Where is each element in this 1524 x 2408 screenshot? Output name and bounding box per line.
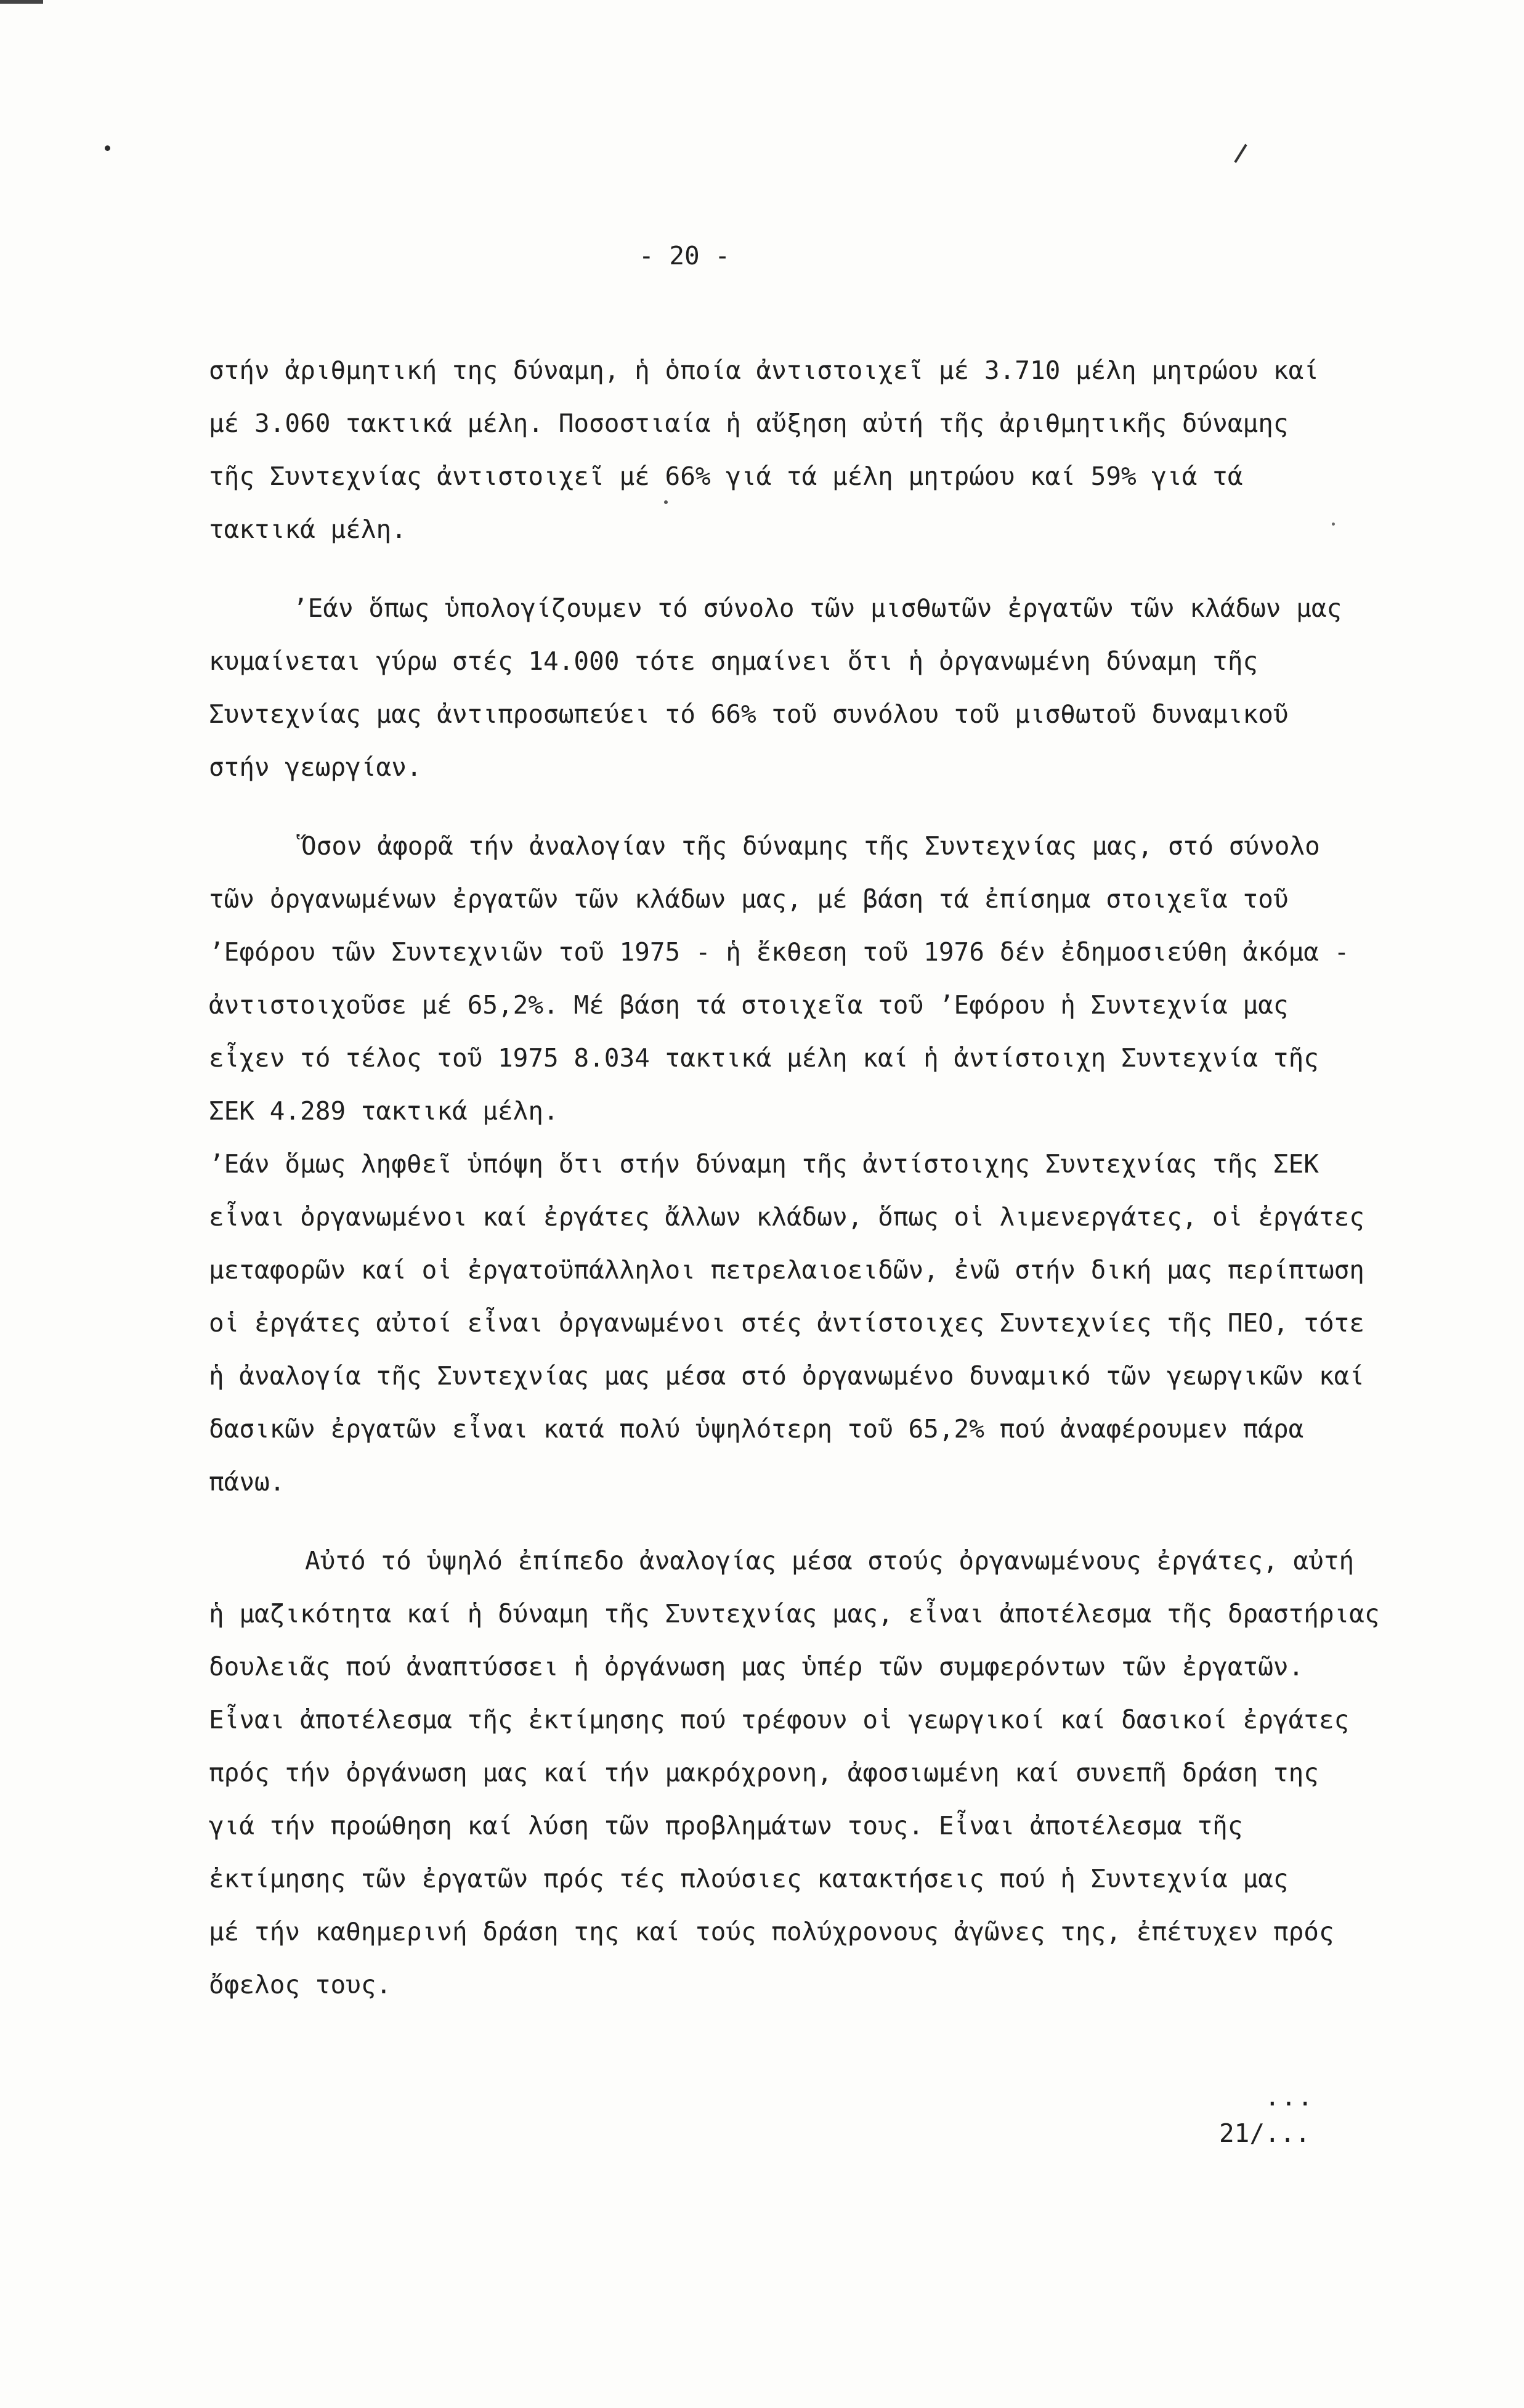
text-line: εἶχεν τό τέλος τοῦ 1975 8.034 τακτικά μέλη καί ἡ ἀντίστοιχη Συντεχνία τῆς: [209, 1043, 1319, 1073]
text-line: τακτικά μέλη.: [209, 515, 407, 544]
paragraph: [209, 344, 1416, 556]
text-line: πρός τήν ὀργάνωση μας καί τήν μακρόχρονη, ἀφοσιωμένη καί συνεπῆ δράση της: [209, 1758, 1319, 1788]
text-line: Συντεχνίας μας ἀντιπροσωπεύει τό 66% τοῦ συνόλου τοῦ μισθωτοῦ δυναμικοῦ: [209, 699, 1289, 729]
continuation-dots: ...: [1265, 2082, 1315, 2112]
scan-edge-mark: [0, 0, 43, 4]
text-line: γιά τήν προώθηση καί λύση τῶν προβλημάτων τους. Εἶναι ἀποτέλεσμα τῆς: [209, 1811, 1243, 1841]
text-line: στήν γεωργίαν.: [209, 752, 422, 782]
text-line: μεταφορῶν καί οἱ ἐργατοϋπάλληλοι πετρελαιοειδῶν, ἐνῶ στήν δική μας περίπτωση: [209, 1255, 1364, 1285]
text-line: πάνω.: [209, 1467, 285, 1497]
text-line: Εἶναι ἀποτέλεσμα τῆς ἐκτίμησης πού τρέφουν οἱ γεωργικοί καί δασικοί ἐργάτες: [209, 1705, 1350, 1735]
text-line: εἶναι ὀργανωμένοι καί ἐργάτες ἄλλων κλάδων, ὅπως οἱ λιμενεργάτες, οἱ ἐργάτες: [209, 1202, 1364, 1232]
scan-dot-mark: [105, 145, 110, 151]
page-number: - 20 -: [639, 241, 731, 270]
text-line: μέ τήν καθημερινή δράση της καί τούς πολύχρονους ἀγῶνες της, ἐπέτυχεν πρός: [209, 1917, 1334, 1946]
text-line: οἱ ἐργάτες αὐτοί εἶναι ὀργανωμένοι στές ἀντίστοιχες Συντεχνίες τῆς ΠΕΟ, τότε: [209, 1308, 1364, 1338]
text-line: δουλειᾶς πού ἀναπτύσσει ἡ ὀργάνωση μας ὑπέρ τῶν συμφερόντων τῶν ἐργατῶν.: [209, 1652, 1304, 1682]
text-line: ’Εάν ὅμως ληφθεῖ ὑπόψη ὅτι στήν δύναμη τῆς ἀντίστοιχης Συντεχνίας τῆς ΣΕΚ: [209, 1149, 1319, 1179]
text-line: μέ 3.060 τακτικά μέλη. Ποσοστιαία ἡ αὔξηση αὐτή τῆς ἀριθμητικῆς δύναμης: [209, 409, 1289, 438]
paragraph: [209, 582, 1416, 794]
text-line: ’Εάν ὅπως ὑπολογίζουμεν τό σύνολο τῶν μισθωτῶν ἐργατῶν τῶν κλάδων μας: [293, 593, 1342, 623]
text-line: ἀντιστοιχοῦσε μέ 65,2%. Μέ βάση τά στοιχεῖα τοῦ ’Εφόρου ἡ Συντεχνία μας: [209, 990, 1289, 1020]
text-line: Ὅσον ἀφορᾶ τήν ἀναλογίαν τῆς δύναμης τῆς Συντεχνίας μας, στό σύνολο: [301, 831, 1320, 861]
text-line: ΣΕΚ 4.289 τακτικά μέλη.: [209, 1096, 559, 1126]
paragraph: [209, 820, 1416, 1508]
text-line: τῶν ὀργανωμένων ἐργατῶν τῶν κλάδων μας, μέ βάση τά ἐπίσημα στοιχεῖα τοῦ: [209, 884, 1289, 914]
text-line: ἡ μαζικότητα καί ἡ δύναμη τῆς Συντεχνίας μας, εἶναι ἀποτέλεσμα τῆς δραστήριας: [209, 1599, 1380, 1629]
document-body: [209, 344, 1416, 2011]
paragraph: [209, 1534, 1416, 2011]
text-line: ἡ ἀναλογία τῆς Συντεχνίας μας μέσα στό ὀργανωμένο δυναμικό τῶν γεωργικῶν καί: [209, 1361, 1364, 1391]
text-line: ἐκτίμησης τῶν ἐργατῶν πρός τές πλούσιες κατακτήσεις πού ἡ Συντεχνία μας: [209, 1864, 1289, 1893]
text-line: τῆς Συντεχνίας ἀντιστοιχεῖ μέ 66% γιά τά μέλη μητρώου καί 59% γιά τά: [209, 462, 1243, 491]
text-line: Αὐτό τό ὑψηλό ἐπίπεδο ἀναλογίας μέσα στούς ὀργανωμένους ἐργάτες, αὐτή: [305, 1546, 1355, 1576]
text-line: στήν ἀριθμητική της δύναμη, ἡ ὁποία ἀντιστοιχεῖ μέ 3.710 μέλη μητρώου καί: [209, 356, 1319, 385]
next-page-marker: 21/...: [1219, 2118, 1311, 2148]
scan-stroke-mark: [1234, 144, 1247, 163]
text-line: κυμαίνεται γύρω στές 14.000 τότε σημαίνει ὅτι ἡ ὀργανωμένη δύναμη τῆς: [209, 646, 1259, 676]
text-line: ’Εφόρου τῶν Συντεχνιῶν τοῦ 1975 - ἡ ἔκθεση τοῦ 1976 δέν ἐδημοσιεύθη ἀκόμα -: [209, 937, 1350, 967]
text-line: ὄφελος τους.: [209, 1970, 392, 1999]
text-line: δασικῶν ἐργατῶν εἶναι κατά πολύ ὑψηλότερη τοῦ 65,2% πού ἀναφέρουμεν πάρα: [209, 1414, 1304, 1444]
